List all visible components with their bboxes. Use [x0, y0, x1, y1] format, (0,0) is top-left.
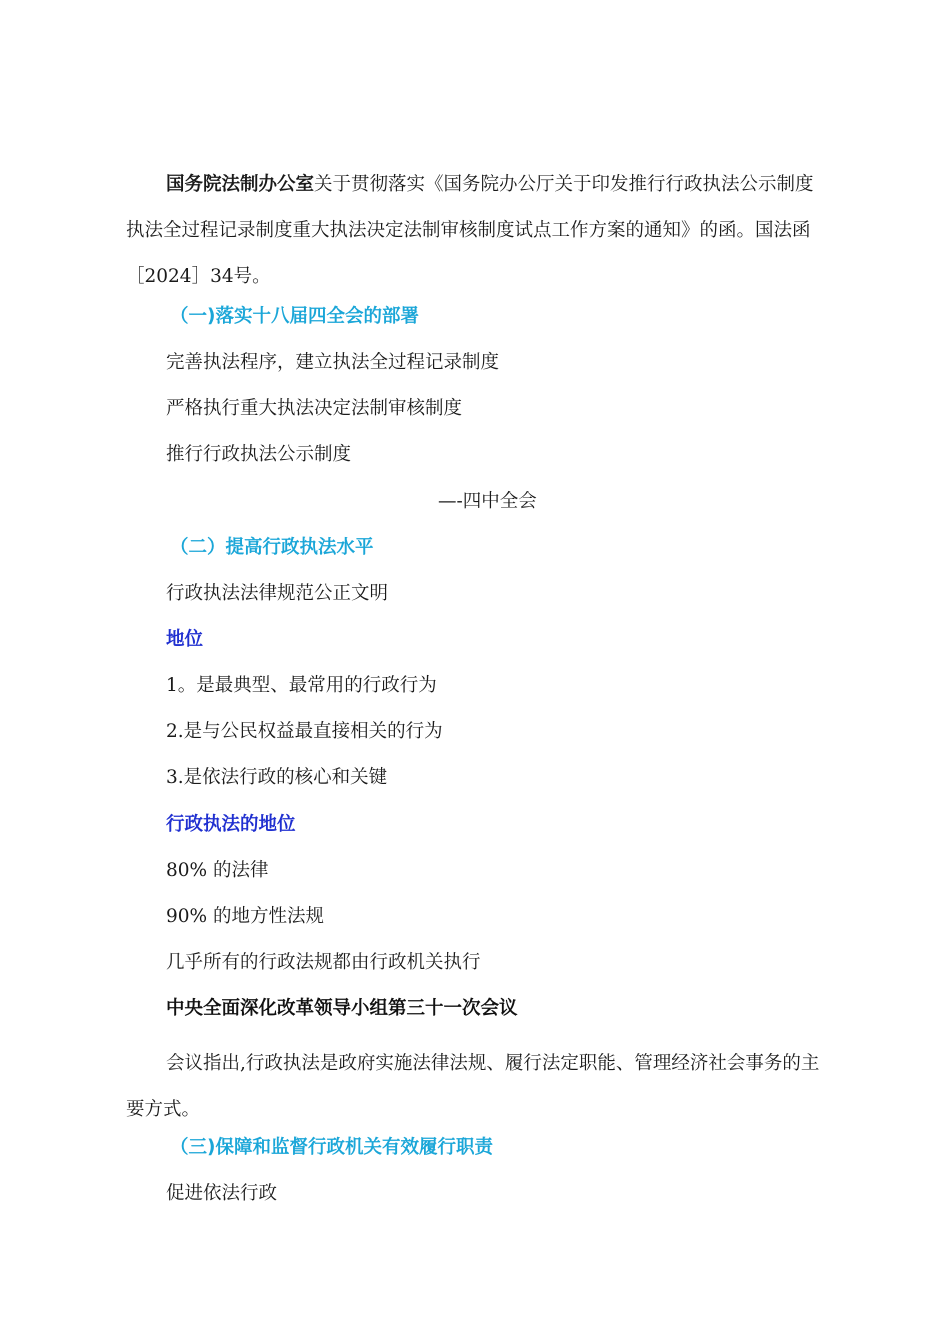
section1-heading: （一)落实十八届四全会的部署 [170, 306, 419, 327]
status-heading: 地位 [166, 629, 204, 650]
intro-paragraph [126, 162, 826, 300]
role-item-2: 90% 的地方性法规 [166, 906, 325, 927]
role-item-1: 80% 的法律 [166, 860, 269, 881]
role-item-3: 几乎所有的行政法规都由行政机关执行 [166, 952, 481, 973]
meeting-paragraph: 会议指出,行政执法是政府实施法律法规、履行法定职能、管理经济社会事务的主要方式。 [126, 1053, 820, 1120]
section2-item: 行政执法法律规范公正文明 [166, 583, 389, 604]
status-item-2: 2.是与公民权益最直接相关的行为 [166, 721, 443, 742]
status-item-3: 3.是依法行政的核心和关键 [166, 767, 388, 788]
role-heading: 行政执法的地位 [166, 814, 296, 835]
section1-item-3: 推行行政执法公示制度 [166, 444, 352, 465]
section3-heading: （三)保障和监督行政机关有效履行职责 [170, 1137, 493, 1158]
intro-text: 关于贯彻落实《国务院办公厅关于印发推行行政执法公示制度执法全过程记录制度重大执法决定法制审核制度试点工作方案的通知》的函。国法函［2024］34号。 [126, 174, 814, 287]
issuing-organization: 国务院法制办公室 [166, 174, 315, 195]
section1-item-2: 严格执行重大执法决定法制审核制度 [166, 398, 463, 419]
status-item-1: 1。是最典型、最常用的行政行为 [166, 675, 437, 696]
section3-item: 促进依法行政 [166, 1183, 278, 1204]
section2-heading: （二）提高行政执法水平 [170, 537, 374, 558]
section1-attribution: —-四中全会 [438, 491, 537, 512]
meeting-heading: 中央全面深化改革领导小组第三十一次会议 [166, 998, 518, 1019]
section1-item-1: 完善执法程序，建立执法全过程记录制度 [166, 352, 500, 373]
